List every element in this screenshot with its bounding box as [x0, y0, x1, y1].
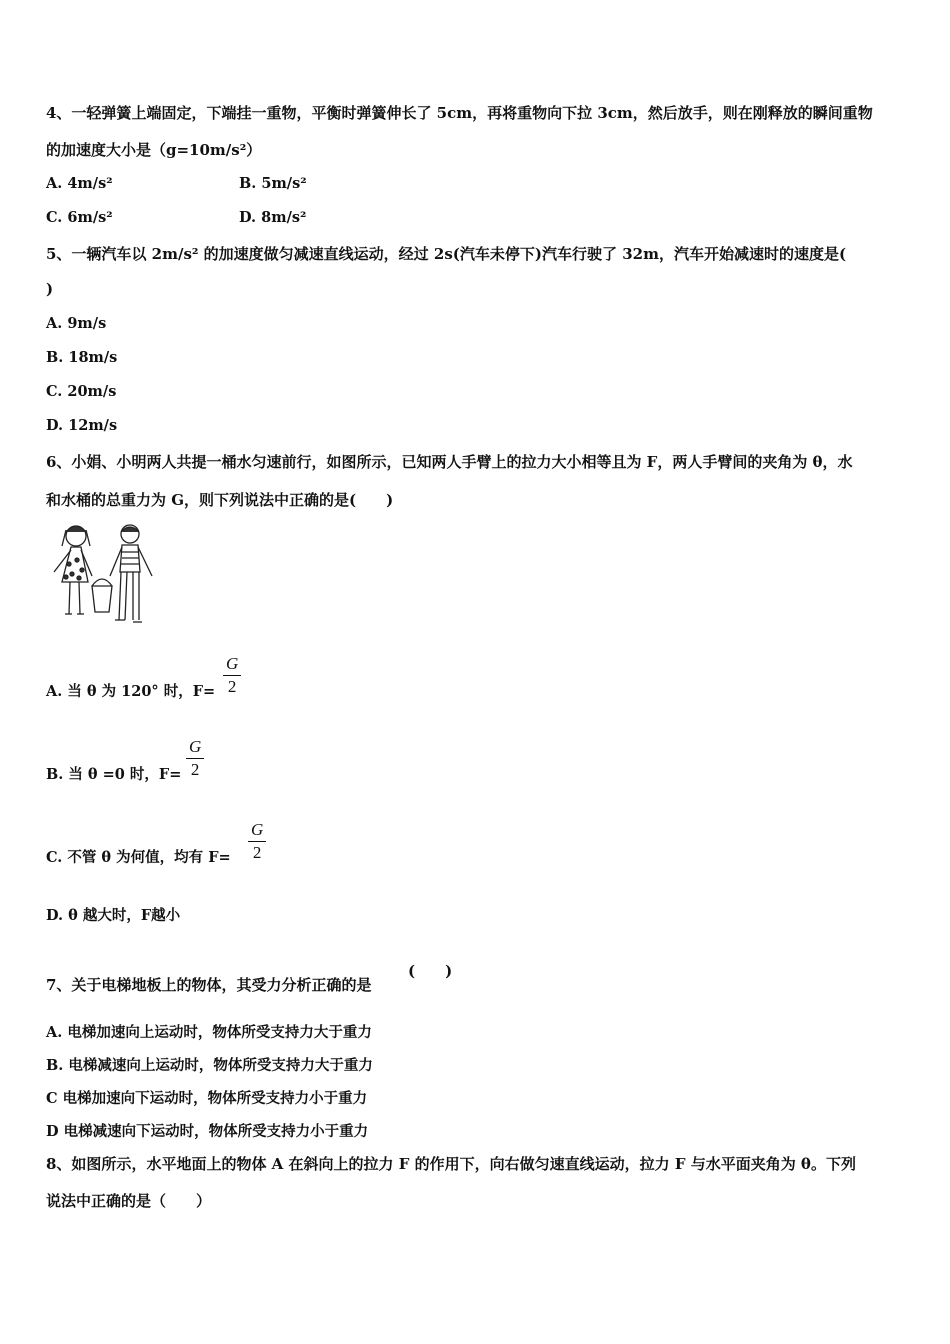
q5-option-c: C. 20m/s — [46, 383, 117, 400]
q4-stem-line1: 4、一轻弹簧上端固定，下端挂一重物，平衡时弹簧伸长了 5cm，再将重物向下拉 3cm，然后放手，则在刚释放的瞬间重物 — [46, 104, 873, 122]
q6-option-b: B. 当 θ =0 时，F= — [46, 766, 182, 783]
q6-option-c: C. 不管 θ 为何值，均有 F= — [46, 849, 231, 866]
q5-stem-line2: ) — [46, 280, 54, 298]
q5-option-a: A. 9m/s — [46, 315, 107, 332]
q7-option-b: B. 电梯减速向上运动时，物体所受支持力大于重力 — [46, 1057, 373, 1074]
q6-option-a: A. 当 θ 为 120° 时，F= — [46, 683, 216, 700]
q4-option-a: A. 4m/s² — [46, 175, 113, 192]
q6-option-a-numerator: G — [223, 654, 241, 676]
q7-option-a: A. 电梯加速向上运动时，物体所受支持力大于重力 — [46, 1024, 372, 1041]
q6-option-b-fraction — [186, 737, 204, 780]
q6-option-a-fraction — [223, 654, 241, 697]
q6-stem-line1: 6、小娟、小明两人共提一桶水匀速前行，如图所示，已知两人手臂上的拉力大小相等且为 F，两人手臂间的夹角为 θ，水 — [46, 453, 853, 471]
q7-option-d: D 电梯减速向下运动时，物体所受支持力小于重力 — [46, 1123, 369, 1140]
q7-answer-parens: ( ) — [408, 962, 453, 980]
q8-stem-line2: 说法中正确的是（ ） — [46, 1192, 212, 1210]
q6-option-d: D. θ 越大时，F越小 — [46, 907, 181, 924]
q7-option-c: C 电梯加速向下运动时，物体所受支持力小于重力 — [46, 1090, 368, 1107]
q5-stem-line1: 5、一辆汽车以 2m/s² 的加速度做匀减速直线运动，经过 2s(汽车未停下)汽车行驶了 32m，汽车开始减速时的速度是( — [46, 245, 847, 263]
q8-stem-line1: 8、如图所示，水平地面上的物体 A 在斜向上的拉力 F 的作用下，向右做匀速直线运动，拉力 F 与水平面夹角为 θ。下列 — [46, 1155, 856, 1173]
q6-option-c-numerator: G — [248, 820, 266, 842]
q4-option-b: B. 5m/s² — [239, 175, 307, 192]
q6-option-c-denominator: 2 — [252, 843, 262, 862]
q4-option-c: C. 6m/s² — [46, 209, 113, 226]
q6-option-b-denominator: 2 — [190, 760, 200, 779]
q5-option-d: D. 12m/s — [46, 417, 118, 434]
q7-stem: 7、关于电梯地板上的物体，其受力分析正确的是 — [46, 976, 372, 994]
q6-option-c-fraction — [248, 820, 266, 863]
q5-option-b: B. 18m/s — [46, 349, 118, 366]
q4-stem-line2: 的加速度大小是（g=10m/s²） — [46, 141, 262, 159]
q4-option-d: D. 8m/s² — [239, 209, 307, 226]
q6-option-a-denominator: 2 — [227, 677, 237, 696]
q6-option-b-numerator: G — [186, 737, 204, 759]
q6-stem-line2: 和水桶的总重力为 G，则下列说法中正确的是( ) — [46, 491, 394, 509]
children-carrying-bucket-figure — [44, 520, 160, 630]
